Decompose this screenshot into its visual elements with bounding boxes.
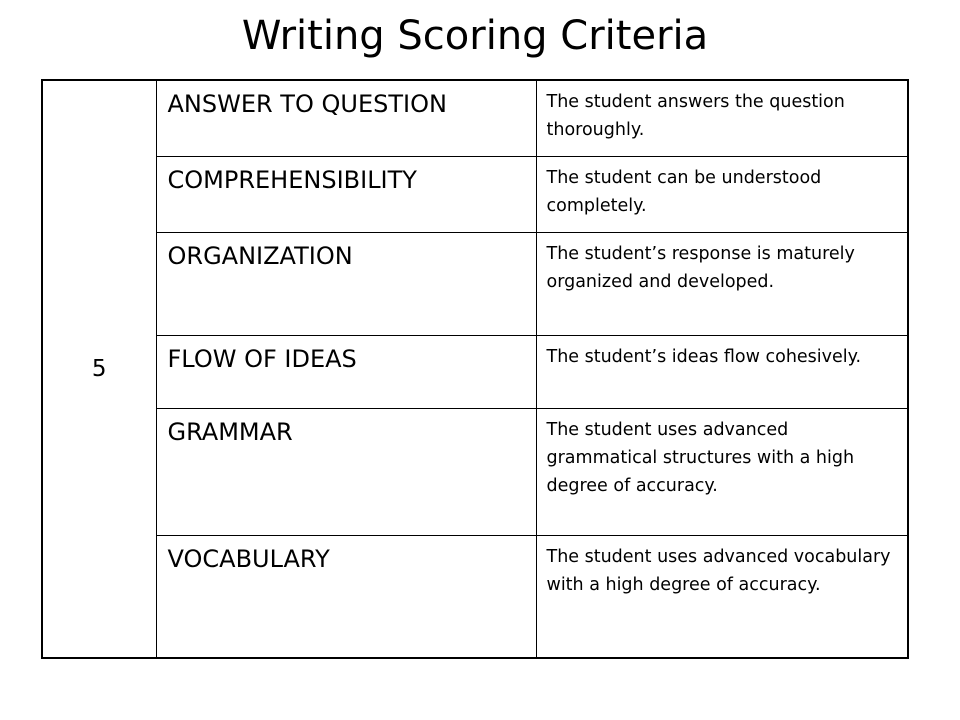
description-cell: The student answers the question thoroughly.: [536, 80, 908, 156]
category-cell: ORGANIZATION: [156, 232, 536, 335]
criteria-row-organization: [42, 232, 908, 335]
description-cell: The student uses advanced grammatical structures with a high degree of accuracy.: [536, 408, 908, 535]
criteria-row-comprehensibility: [42, 156, 908, 232]
category-cell: GRAMMAR: [156, 408, 536, 535]
description-cell: The student’s response is maturely organized and developed.: [536, 232, 908, 335]
description-cell: The student can be understood completely.: [536, 156, 908, 232]
category-cell: VOCABULARY: [156, 535, 536, 658]
description-cell: The student uses advanced vocabulary with a high degree of accuracy.: [536, 535, 908, 658]
score-cell: 5: [42, 80, 156, 658]
criteria-row-flow-of-ideas: [42, 335, 908, 408]
category-cell: ANSWER TO QUESTION: [156, 80, 536, 156]
slide-title: Writing Scoring Criteria: [241, 13, 709, 59]
category-cell: COMPREHENSIBILITY: [156, 156, 536, 232]
criteria-row-answer-to-question: [42, 80, 908, 156]
criteria-row-grammar: [42, 408, 908, 535]
description-cell: The student’s ideas flow cohesively.: [536, 335, 908, 408]
scoring-criteria-table: [41, 79, 909, 659]
criteria-row-vocabulary: [42, 535, 908, 658]
category-cell: FLOW OF IDEAS: [156, 335, 536, 408]
